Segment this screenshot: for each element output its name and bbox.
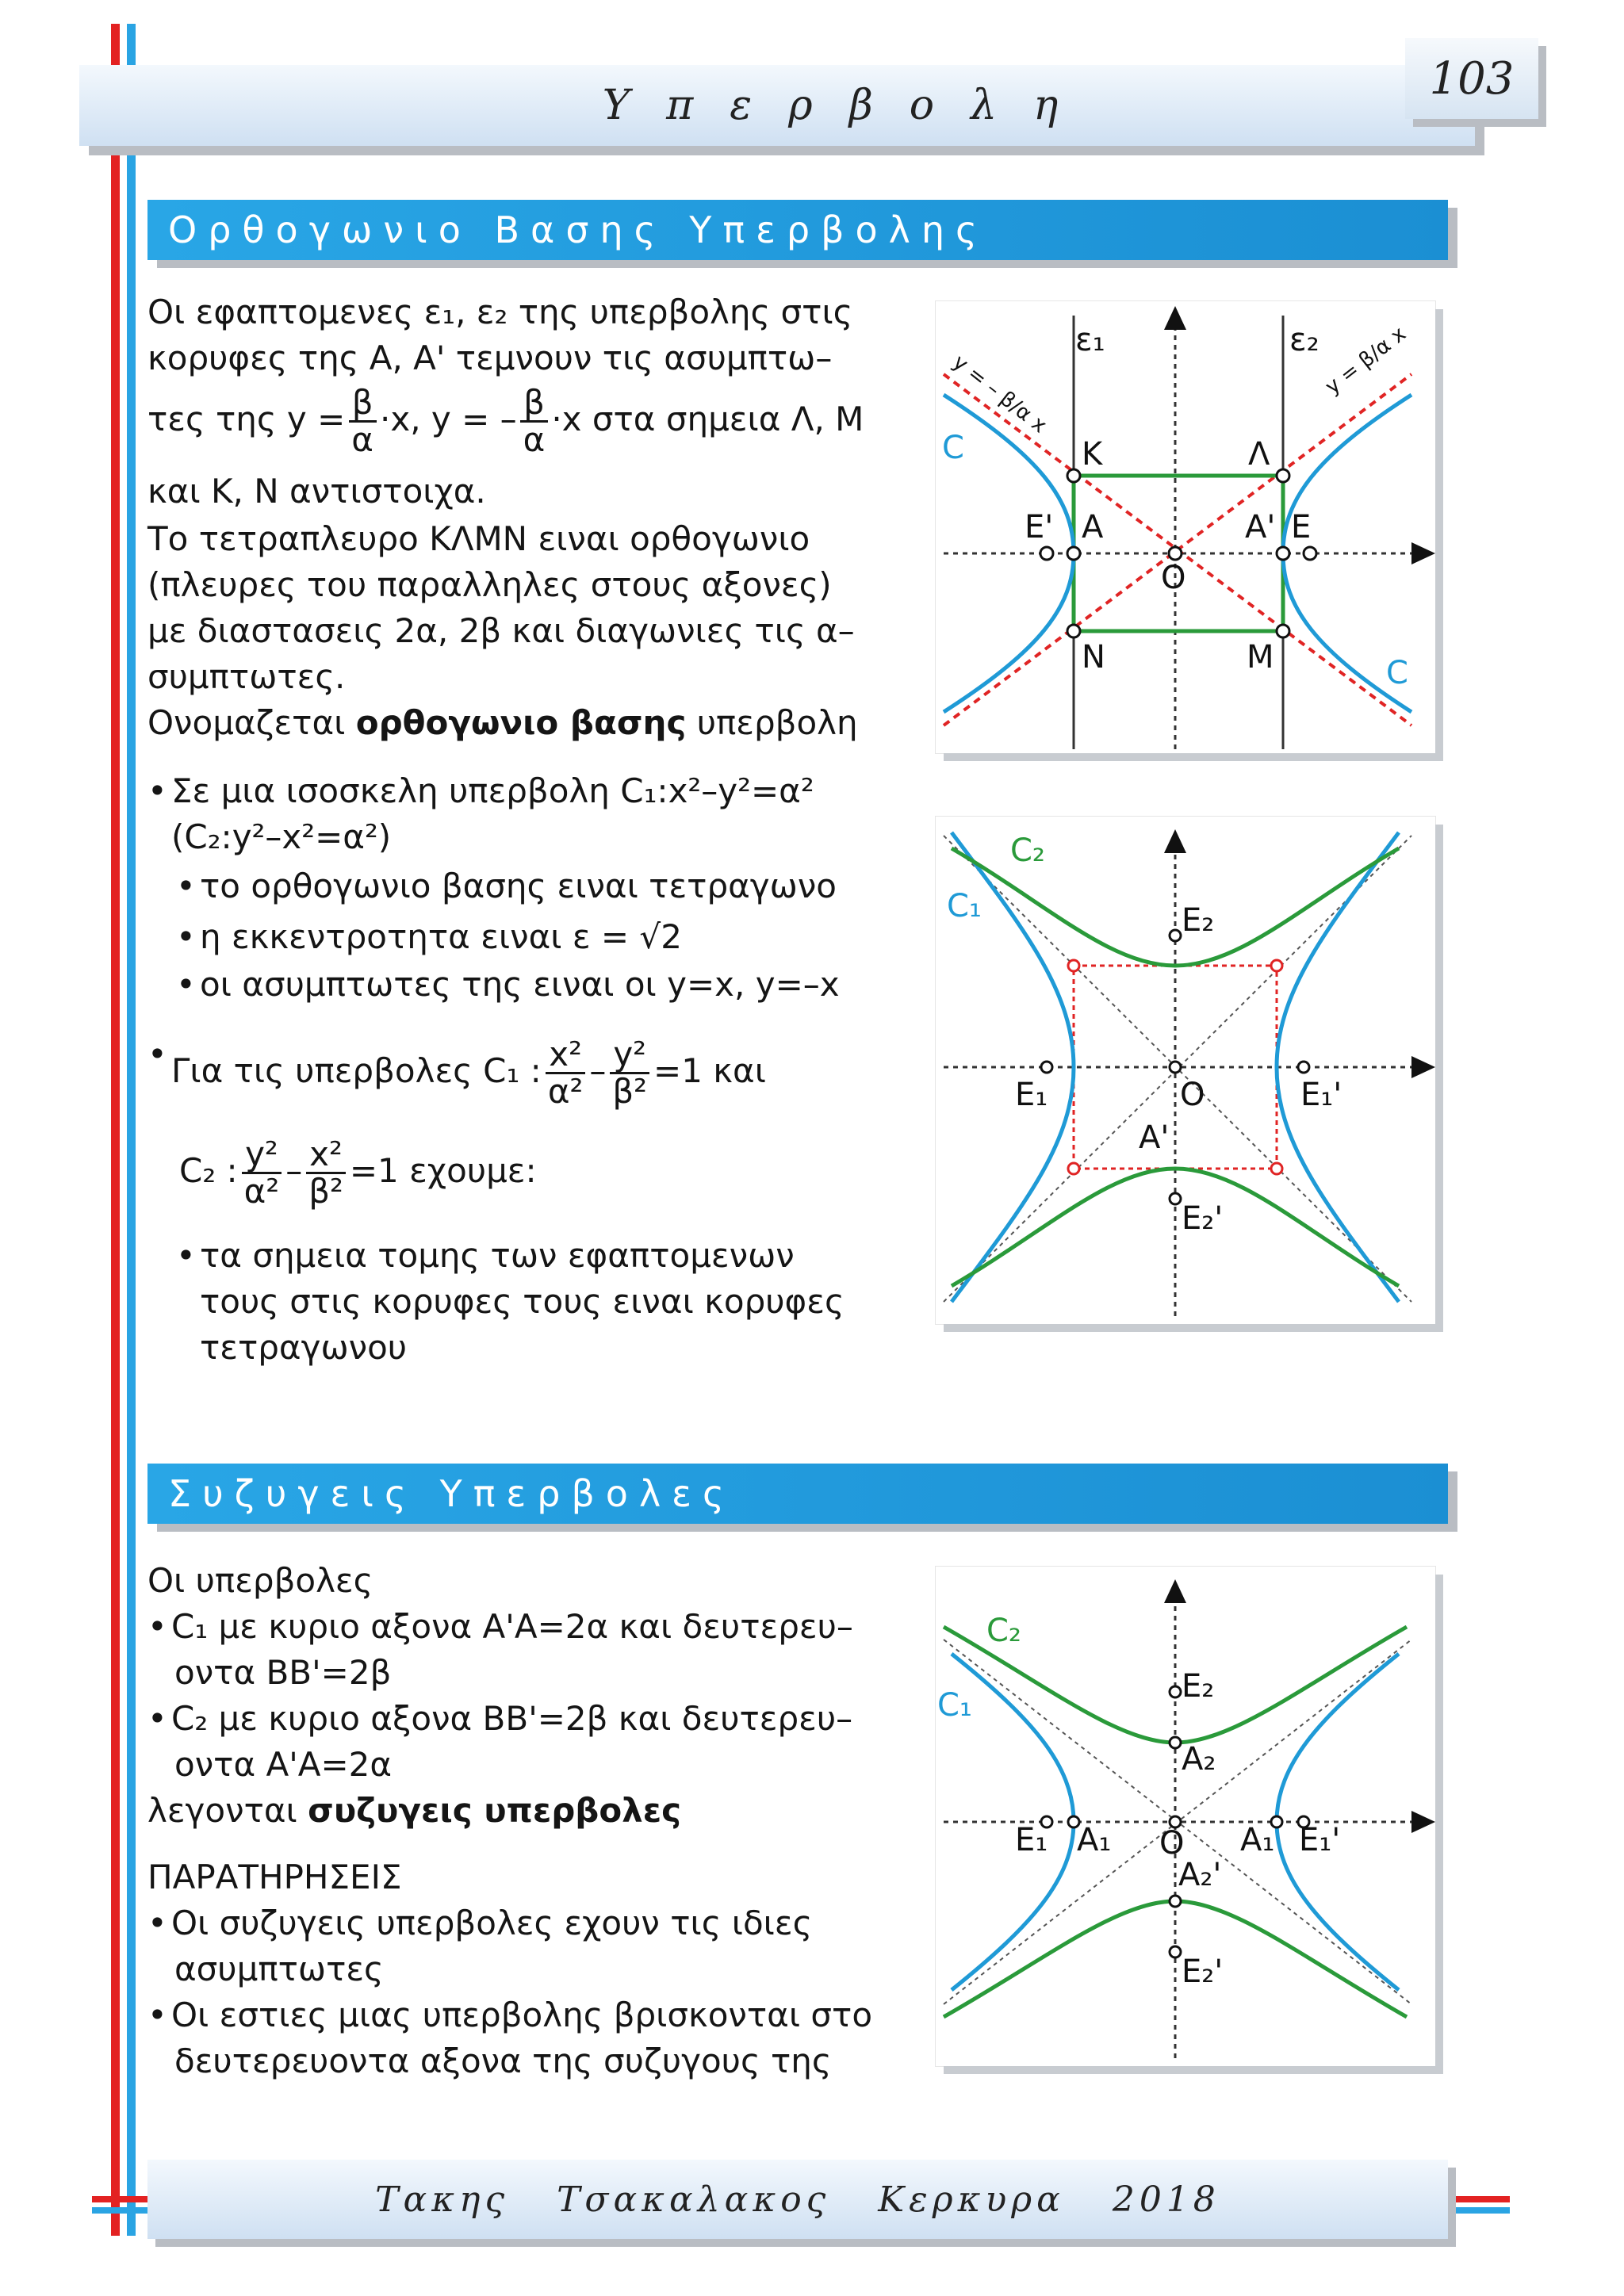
text-fragment: Για τις υπερβολες C₁ : [171,1051,542,1090]
point-N [1067,625,1080,637]
label-O: O [1161,560,1186,596]
point-E2 [1170,930,1181,941]
label-C1: C₁ [937,1687,972,1724]
sub-bullet-item: • οι ασυμπτωτες της ειναι οι y=x, y=–x [200,962,840,1007]
text-line: Το τετραπλευρο ΚΛΜΝ ειναι ορθογωνιο [147,519,810,558]
label-E1: E₁ [1015,1822,1048,1858]
square-vertex [1068,1163,1079,1174]
text-line: δευτερευοντα αξονα της συζυγους της [174,2042,832,2080]
text-line: κορυφες της Α, Α' τεμνουν τις ασυμπτω– [147,339,833,377]
label-A2-prime: A₂' [1178,1857,1222,1893]
fraction-denominator: α² [243,1172,280,1211]
label-A-prime: A' [1139,1119,1170,1156]
fraction-numerator: β [520,385,548,423]
fraction-numerator: x² [306,1137,346,1174]
text-line: τους στις κορυφες τους ειναι κορυφες [200,1282,845,1321]
sub-bullet-item: • το ορθογωνιο βασης ειναι τετραγωνο [200,864,837,909]
footer-stripe-right-red [1448,2196,1510,2202]
header-band [79,65,1475,146]
point-O [1169,547,1182,560]
point-L [1277,469,1289,482]
point-E1-prime [1298,1062,1309,1073]
text-fragment: =1 και [653,1051,766,1090]
figure-basis-rectangle [936,301,1435,753]
section-title-bar-2 [147,1464,1448,1524]
label-e2: ε₂ [1289,322,1320,358]
text-line: οντα ΒΒ'=2β [174,1653,392,1692]
footer-text: Τακης Τσακαλακος Κερκυρα 2018 [375,2179,1220,2220]
text-line: (πλευρες του παραλληλες στους αξονες) [147,565,832,604]
label-E1-prime: E₁' [1300,1077,1342,1113]
page-number: 103 [1405,38,1538,119]
label-asymptote-negative: y = – β/α x [948,350,1051,438]
text-line: τετραγωνου [200,1328,408,1367]
fraction [520,385,549,457]
point-M [1277,625,1289,637]
text-fragment: C₂ : [179,1151,238,1190]
point-A-prime [1277,547,1289,560]
left-stripe-blue [127,24,136,2236]
label-L: Λ [1248,436,1270,473]
label-C2: C₂ [986,1613,1021,1649]
footer-stripe-right-blue [1448,2207,1510,2214]
text-line: Οι υπερβολες [147,1561,373,1600]
label-C-right: C [1386,655,1408,691]
text-fragment: =1 εχουμε: [349,1151,537,1190]
left-stripe-red [111,24,120,2236]
fraction-denominator: α [351,420,373,459]
label-C1: C₁ [947,888,982,924]
section-title-bar-1 [147,200,1448,260]
label-E1-prime: E₁' [1299,1822,1341,1858]
text-fragment: ·x, y = – [379,400,517,438]
label-O: O [1180,1077,1205,1113]
label-asymptote-positive: y = β/α x [1320,322,1411,400]
text-line: με διαστασεις 2α, 2β και διαγωνιες τις α– [147,611,855,650]
y-axis-arrow-icon [1164,1579,1186,1603]
fraction [241,1137,283,1209]
bullet-item: • C₁ με κυριο αξονα Α'Α=2α και δευτερευ– [171,1605,853,1649]
figure-equilateral-svg [936,817,1435,1324]
footer-stripe-left-red [92,2196,155,2202]
footer-band [147,2160,1448,2239]
square-vertex [1271,960,1282,971]
figure-equilateral-hyperbolas [936,817,1435,1324]
text-line [147,1789,681,1833]
x-axis-arrow-icon [1411,1056,1435,1078]
label-A2: A₂ [1182,1741,1216,1777]
text-line: Οι εφαπτομενες ε₁, ε₂ της υπερβολης στις [147,293,853,331]
term-bold: συζυγεις υπερβολες [308,1791,682,1830]
label-A: Α [1082,509,1104,545]
label-E2-prime: E₂' [1182,1954,1224,1990]
term-bold: ορθογωνιο βασης [355,703,687,742]
y-axis-arrow-icon [1164,829,1186,853]
bullet-item: • C₂ με κυριο αξονα ΒΒ'=2β και δευτερευ– [171,1697,852,1741]
fraction [348,385,377,457]
label-E2: E₂ [1182,902,1215,939]
label-C-left: C [942,430,964,466]
square-vertex [1068,960,1079,971]
point-E2 [1170,1686,1181,1697]
label-E-prime: Ε' [1025,509,1054,545]
label-A1-right: A₁ [1240,1822,1275,1858]
text-fragment: λεγονται [147,1791,308,1830]
fraction-denominator: α [523,420,546,459]
y-axis-arrow-icon [1164,306,1186,330]
text-fragment: ·x στα σημεια Λ, Μ [551,400,864,438]
section-title: Ορθογωνιο Βασης Υπερβολης [168,209,989,251]
x-axis-arrow-icon [1411,542,1435,564]
text-line: ασυμπτωτες [174,1950,384,1988]
bullet-item: • Σε μια ισοσκελη υπερβολη C₁:x²–y²=α² [171,769,814,813]
bullet-item-fractions [171,1037,766,1109]
minus-sign: – [589,1051,607,1090]
minus-sign: – [285,1151,303,1190]
square-vertex [1271,1163,1282,1174]
remarks-heading: ΠΑΡΑΤΗΡΗΣΕΙΣ [147,1858,402,1896]
label-E2: E₂ [1182,1668,1215,1705]
sub-bullet-item: • η εκκεντροτητα ειναι ε = √2 [200,915,682,959]
fraction-numerator: y² [242,1137,282,1174]
section-title: Συζυγεις Υπερβολες [168,1472,736,1515]
fraction-denominator: β² [308,1172,343,1211]
x-axis-arrow-icon [1411,1811,1435,1833]
bullet-item: • Οι συζυγεις υπερβολες εχουν τις ιδιες [171,1901,812,1946]
label-N: Ν [1082,639,1105,675]
bullet-item: • Οι εστιες μιας υπερβολης βρισκονται στο [171,1993,872,2038]
label-M: Μ [1247,639,1274,675]
point-K [1067,469,1080,482]
text-line-fractions [179,1137,537,1209]
text-fragment: υπερβολη [686,703,858,742]
fraction-numerator: β [349,385,377,423]
point-E [1304,547,1316,560]
point-E-prime [1040,547,1053,560]
text-line: (C₂:y²–x²=α²) [171,817,392,856]
point-A2-prime [1170,1896,1181,1907]
page-title: Υπερβολη [602,82,1095,129]
point-E1 [1041,1062,1052,1073]
point-A [1067,547,1080,560]
fraction [609,1037,650,1109]
text-line-with-fractions [147,385,864,457]
sub-bullet-item: • τα σημεια τομης των εφαπτομενων [200,1234,795,1278]
point-A2 [1170,1737,1181,1748]
text-fragment: τες της y = [147,400,346,438]
text-line: οντα Α'Α=2α [174,1745,393,1784]
figure-basis-rectangle-svg [936,301,1435,753]
label-A1-left: A₁ [1077,1822,1112,1858]
label-C2: C₂ [1010,832,1045,869]
label-E2-prime: E₂' [1182,1200,1224,1237]
text-fragment: Ονομαζεται [147,703,356,742]
label-e1: ε₁ [1075,322,1105,358]
point-E2-prime [1170,1193,1181,1204]
fraction-denominator: β² [612,1072,647,1111]
fraction-denominator: α² [547,1072,584,1111]
fraction [305,1137,347,1209]
fraction [545,1037,587,1109]
text-line [147,701,858,745]
point-E2-prime [1170,1946,1181,1957]
fraction-numerator: x² [546,1037,585,1074]
figure-conjugate-svg [936,1567,1435,2066]
figure-conjugate-hyperbolas [936,1567,1435,2066]
label-E1: E₁ [1015,1077,1048,1113]
text-line: και Κ, Ν αντιστοιχα. [147,472,486,511]
point-O [1170,1062,1181,1073]
label-A-prime: Α' [1245,509,1276,545]
label-O: O [1159,1825,1185,1862]
text-line: συμπτωτες. [147,657,346,696]
fraction-numerator: y² [610,1037,649,1074]
footer-stripe-left-blue [92,2207,155,2214]
label-K: Κ [1082,436,1103,473]
label-E: Ε [1291,509,1312,545]
